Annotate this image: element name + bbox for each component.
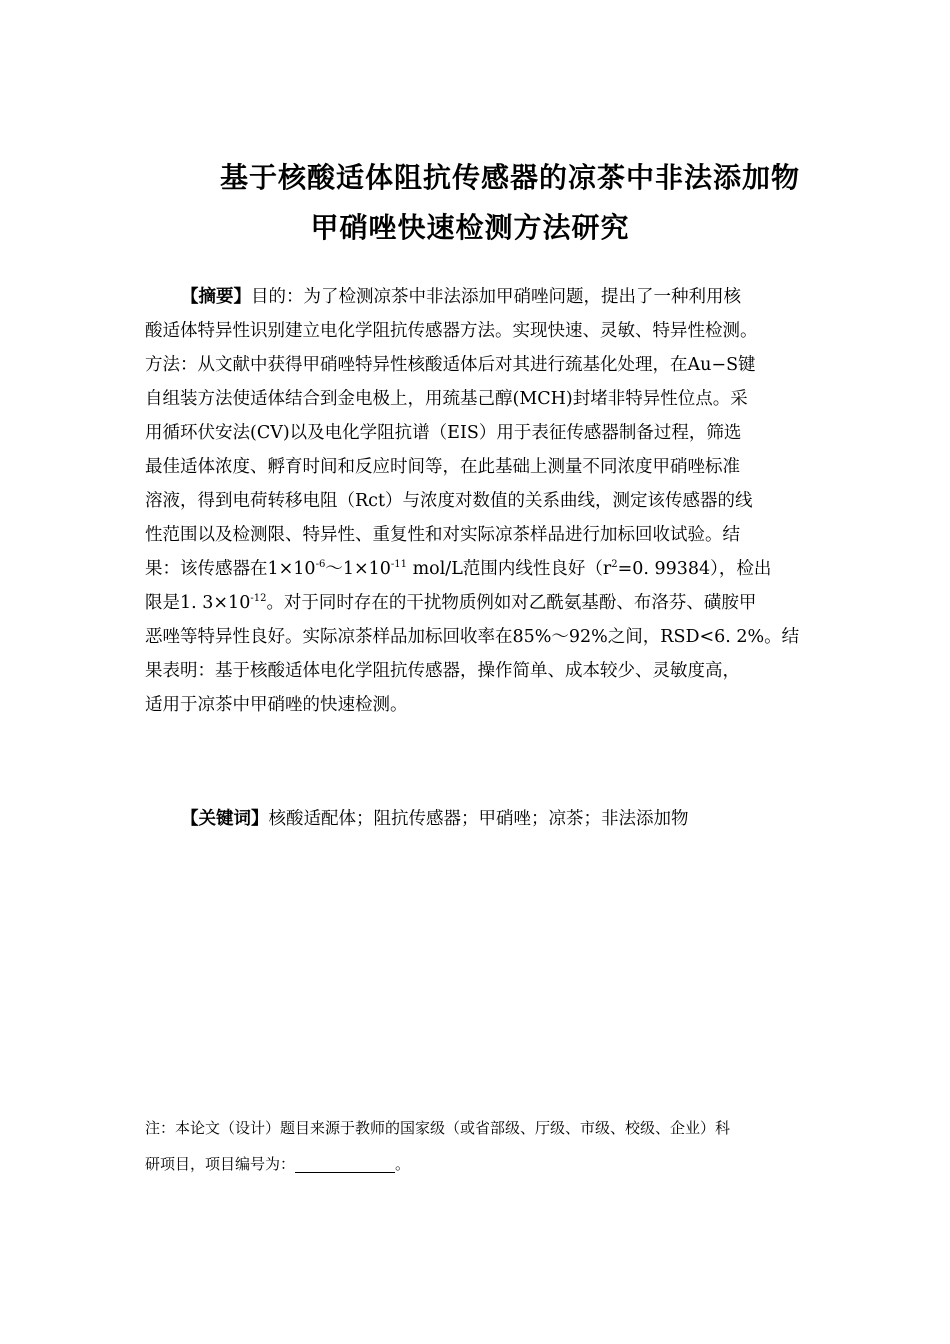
abstract-line: 适用于凉茶中甲硝唑的快速检测。: [145, 695, 408, 715]
footnote-text: 。: [395, 1155, 411, 1173]
paper-title-line-1: 基于核酸适体阻抗传感器的凉茶中非法添加物: [219, 161, 800, 194]
keywords-text: 核酸适配体；阻抗传感器；甲硝唑；凉茶；非法添加物: [268, 809, 689, 829]
exponent: -12: [250, 593, 267, 604]
abstract-text: ～1×10: [325, 559, 391, 579]
abstract-text: 限是1. 3×10: [145, 593, 251, 613]
abstract-line: 溶液，得到电荷转移电阻（Rct）与浓度对数值的关系曲线，测定该传感器的线: [145, 491, 753, 511]
abstract-line: [145, 586, 810, 620]
abstract-line: [145, 280, 810, 314]
abstract-text: 。对于同时存在的干扰物质例如对乙酰氨基酚、布洛芬、磺胺甲: [266, 593, 757, 613]
exponent: -11: [390, 559, 408, 570]
keywords-label: 【关键词】: [181, 809, 269, 829]
abstract-line: 恶唑等特异性良好。实际凉茶样品加标回收率在85%～92%之间，RSD<6. 2%。结: [145, 627, 800, 647]
abstract-text: 目的：为了检测凉茶中非法添加甲硝唑问题，提出了一种利用核: [251, 287, 741, 307]
footnote-line-1: 注：本论文（设计）题目来源于教师的国家级（或省部级、厅级、市级、校级、企业）科: [145, 1119, 731, 1137]
abstract-line: 方法：从文献中获得甲硝唑特异性核酸适体后对其进行巯基化处理，在Au−S键: [145, 355, 756, 375]
footnote-text: 研项目，项目编号为：: [145, 1155, 296, 1173]
abstract-line: 自组装方法使适体结合到金电极上，用巯基己醇(MCH)封堵非特异性位点。采: [145, 389, 748, 409]
abstract-label: 【摘要】: [181, 287, 251, 307]
keywords-section: [181, 802, 689, 836]
abstract-line: 用循环伏安法(CV)以及电化学阻抗谱（EIS）用于表征传感器制备过程，筛选: [145, 423, 742, 443]
abstract-text: =0. 99384），检出: [617, 559, 772, 579]
abstract-line: 果表明：基于核酸适体电化学阻抗传感器，操作简单、成本较少、灵敏度高，: [145, 661, 740, 681]
abstract-line: 酸适体特异性识别建立电化学阻抗传感器方法。实现快速、灵敏、特异性检测。: [145, 321, 758, 341]
abstract-text: 果：该传感器在1×10: [145, 559, 316, 579]
footnote: [145, 1110, 810, 1182]
paper-title-line-2: 甲硝唑快速检测方法研究: [310, 211, 630, 244]
abstract-line: [145, 552, 810, 586]
exponent: 2: [611, 559, 618, 570]
abstract-section: [145, 280, 810, 722]
footnote-line-2: [145, 1146, 810, 1182]
exponent: -6: [315, 559, 326, 570]
abstract-line: 性范围以及检测限、特异性、重复性和对实际凉茶样品进行加标回收试验。结: [145, 525, 740, 545]
abstract-text: mol/L范围内线性良好（r: [407, 559, 612, 579]
project-number-blank: [295, 1154, 395, 1173]
abstract-line: 最佳适体浓度、孵育时间和反应时间等，在此基础上测量不同浓度甲硝唑标准: [145, 457, 740, 477]
